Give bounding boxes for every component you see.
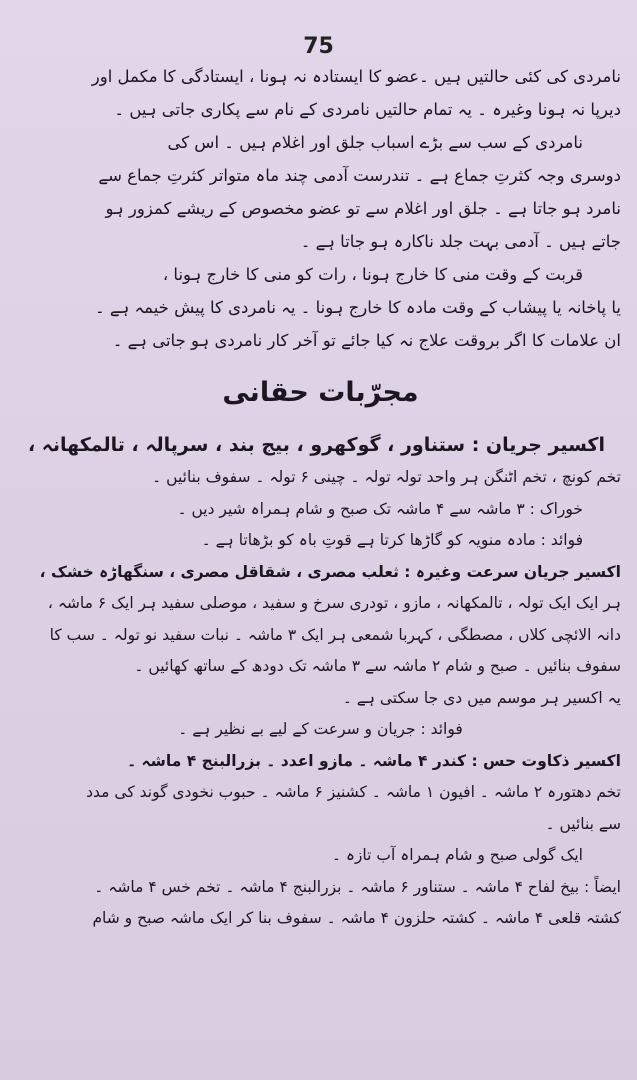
text-line: جاتے ہیں ۔ آدمی بہت جلد ناکارہ ہو جاتا ہے ۔ (300, 232, 621, 251)
recipe-line: ہر ایک ایک تولہ ، تالمکھانہ ، مازو ، تودری سرخ و سفید ، موصلی سفید ہر ایک ۶ ماشہ ، (47, 594, 621, 612)
text-line: دوسری وجہ کثرتِ جماع ہے ۔ تندرست آدمی چند ماہ متواتر کثرتِ جماع سے (98, 166, 621, 185)
recipe-line: تخم دھتورہ ۲ ماشہ ۔ افیون ۱ ماشہ ۔ کشنیز ۶ ماشہ ۔ حبوب نخودی گوند کی مدد (86, 783, 621, 801)
recipe-line: اکسیر جریان سرعت وغیرہ : ثعلب مصری ، شقاقل مصری ، سنگھاڑہ خشک ، (39, 562, 621, 581)
text-line: قربت کے وقت منی کا خارج ہونا ، رات کو منی کا خارج ہونا ، (162, 265, 583, 284)
text-line: نامرد ہو جاتا ہے ۔ جلق اور اغلام سے تو عضو مخصوص کے ریشے کمزور ہو (105, 199, 621, 218)
recipe-line: خوراک : ۳ ماشہ سے ۴ ماشہ تک صبح و شام ہمراہ شیر دیں ۔ (177, 499, 583, 518)
recipe-line: ایک گولی صبح و شام ہمراہ آب تازہ ۔ (331, 846, 583, 864)
text-line: نامردی کی کئی حالتیں ہیں ۔عضو کا ایستادہ نہ ہونا ، ایستادگی کا مکمل اور (91, 67, 621, 86)
recipe-line: اکسیر جریان : ستناور ، گوکھرو ، بیج بند ، سرپالہ ، تالمکھانہ ، (27, 434, 605, 456)
recipe-line: ایضاً : بیخ لفاح ۴ ماشہ ۔ ستناور ۶ ماشہ ۔ بزرالبنج ۴ ماشہ ۔ تخم خس ۴ ماشہ ۔ (94, 877, 621, 896)
text-line: دیرپا نہ ہونا وغیرہ ۔ یہ تمام حالتیں نامردی کے نام سے پکاری جاتی ہیں ۔ (114, 100, 621, 119)
page-body (20, 60, 621, 1080)
text-line: نامردی کے سب سے بڑے اسباب جلق اور اغلام ہیں ۔ اس کی (167, 133, 583, 152)
recipe-line: اکسیر ذکاوت حس : کندر ۴ ماشہ ۔ مازو اعدد ۔ بزرالبنج ۴ ماشہ ۔ (127, 751, 621, 770)
recipe-line: سفوف بنائیں ۔ صبح و شام ۲ ماشہ سے ۳ ماشہ تک دودھ کے ساتھ کھائیں ۔ (134, 657, 621, 675)
recipe-line: فوائد : مادہ منویہ کو گاڑھا کرتا ہے قوتِ باہ کو بڑھاتا ہے ۔ (201, 531, 583, 549)
recipe-line: کشتہ قلعی ۴ ماشہ ۔ کشتہ حلزون ۴ ماشہ ۔ سفوف بنا کر ایک ماشہ صبح و شام (92, 909, 621, 927)
section-heading: مجرّبات حقانی (222, 377, 419, 408)
text-line: یا پاخانہ یا پیشاب کے وقت مادہ کا خارج ہونا ۔ یہ نامردی کا پیش خیمہ ہے ۔ (95, 298, 621, 317)
recipe-line: یہ اکسیر ہر موسم میں دی جا سکتی ہے ۔ (342, 688, 621, 707)
recipe-line: تخم کونچ ، تخم اٹنگن ہر واحد تولہ تولہ ۔ چینی ۶ تولہ ۔ سفوف بنائیں ۔ (152, 468, 621, 486)
recipe-line: سے بنائیں ۔ (545, 814, 621, 833)
recipe-line: دانہ الائچی کلاں ، مصطگی ، کہربا شمعی ہر ایک ۳ ماشہ ۔ نبات سفید نو تولہ ۔ سب کا (49, 625, 621, 644)
text-line: ان علامات کا اگر بروقت علاج نہ کیا جائے تو آخر کار نامردی ہو جاتی ہے ۔ (112, 331, 621, 350)
recipe-line: فوائد : جریان و سرعت کے لیے بے نظیر ہے ۔ (178, 720, 463, 738)
page-number: 75 (303, 34, 334, 59)
